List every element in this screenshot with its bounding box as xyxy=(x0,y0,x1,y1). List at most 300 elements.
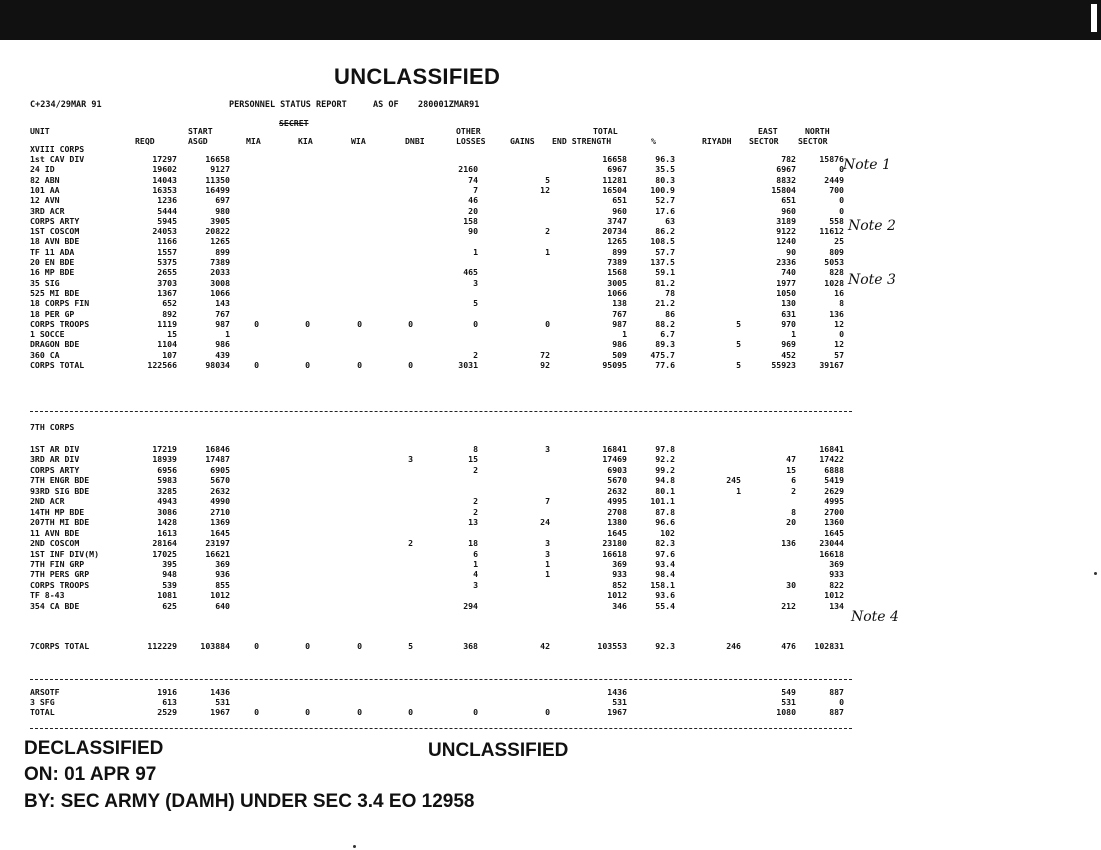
cell-value: 30 xyxy=(786,579,796,590)
unit-name: 1st CAV DIV xyxy=(30,154,85,164)
cell-value: 0 xyxy=(408,707,413,717)
cell-value: 9127 xyxy=(210,164,230,175)
as-of-value: 280001ZMAR91 xyxy=(418,100,480,110)
cell-value: 16846 xyxy=(205,444,230,454)
scan-edge-mark xyxy=(1091,4,1097,32)
cell-value: 987 xyxy=(215,318,230,329)
cell-value: 1 xyxy=(473,246,478,257)
cell-value: 2449 xyxy=(824,174,844,185)
unit-name: 7TH PERS GRP xyxy=(30,569,90,580)
unit-name: 354 CA BDE xyxy=(30,600,80,611)
cell-value: 899 xyxy=(215,246,230,257)
cell-value: 17.6 xyxy=(655,205,675,216)
col-other-bottom: LOSSES xyxy=(456,136,486,146)
unit-name: 7CORPS TOTAL xyxy=(30,641,90,651)
cell-value: 0 xyxy=(254,360,259,370)
table-row xyxy=(30,550,860,560)
cell-value: 3905 xyxy=(210,215,230,226)
cell-value: 0 xyxy=(357,707,362,717)
unit-name: 360 CA xyxy=(30,349,60,360)
cell-value: 15804 xyxy=(771,184,796,195)
table-row xyxy=(30,165,860,175)
cell-value: 55923 xyxy=(771,360,796,370)
cell-value: 1012 xyxy=(210,590,230,601)
col-gains: GAINS xyxy=(510,136,535,146)
table-row xyxy=(30,476,860,486)
cell-value: 0 xyxy=(305,318,310,329)
cell-value: 782 xyxy=(781,154,796,164)
cell-value: 1012 xyxy=(824,590,844,601)
cell-value: 17422 xyxy=(819,454,844,465)
cell-value: 986 xyxy=(612,339,627,350)
col-east-bottom: SECTOR xyxy=(749,136,779,146)
cell-value: 3703 xyxy=(157,277,177,288)
cell-value: 136 xyxy=(829,308,844,319)
cell-value: 8832 xyxy=(776,174,796,185)
cell-value: 697 xyxy=(215,195,230,206)
unit-name: 14TH MP BDE xyxy=(30,506,85,517)
cell-value: 6 xyxy=(473,548,478,559)
cell-value: 395 xyxy=(162,558,177,569)
cell-value: 92 xyxy=(540,360,550,370)
cell-value: 46 xyxy=(468,195,478,206)
cell-value: 15 xyxy=(468,454,478,465)
cell-value: 55.4 xyxy=(655,600,675,611)
unit-name: 3RD AR DIV xyxy=(30,454,80,465)
declassified-date: ON: 01 APR 97 xyxy=(24,764,157,785)
cell-value: 0 xyxy=(408,318,413,329)
cell-value: 1236 xyxy=(157,195,177,206)
cell-value: 15876 xyxy=(819,154,844,164)
cell-value: 23180 xyxy=(602,538,627,549)
cell-value: 936 xyxy=(215,569,230,580)
table-row xyxy=(30,340,860,350)
cell-value: 1380 xyxy=(607,517,627,528)
cell-value: 9122 xyxy=(776,226,796,237)
cell-value: 246 xyxy=(726,641,741,651)
cell-value: 63 xyxy=(665,215,675,226)
cell-value: 17297 xyxy=(152,154,177,164)
cell-value: 2708 xyxy=(607,506,627,517)
unit-name: 18 PER GP xyxy=(30,308,75,319)
cell-value: 99.2 xyxy=(655,464,675,475)
section-title: 7TH CORPS xyxy=(30,422,75,432)
table-row xyxy=(30,698,860,708)
cell-value: 16621 xyxy=(205,548,230,559)
unit-name: 7TH ENGR BDE xyxy=(30,475,90,486)
table-row xyxy=(30,529,860,539)
cell-value: 12 xyxy=(540,184,550,195)
table-row xyxy=(30,289,860,299)
section-divider xyxy=(30,411,852,412)
table-row xyxy=(30,227,860,237)
table-row-total xyxy=(30,642,860,652)
cell-value: 1977 xyxy=(776,277,796,288)
cell-value: 12 xyxy=(834,339,844,350)
cell-value: 1568 xyxy=(607,267,627,278)
cell-value: 1 xyxy=(545,569,550,580)
cell-value: 78 xyxy=(665,287,675,298)
cell-value: 1557 xyxy=(157,246,177,257)
cell-value: 98034 xyxy=(205,360,230,370)
unit-name: 1ST COSCOM xyxy=(30,226,80,237)
cell-value: 13 xyxy=(468,517,478,528)
cell-value: 5 xyxy=(545,174,550,185)
cell-value: 7389 xyxy=(210,257,230,267)
cell-value: 15 xyxy=(786,464,796,475)
classification-banner-top: UNCLASSIFIED xyxy=(334,64,501,89)
cell-value: 933 xyxy=(829,569,844,580)
cell-value: 2 xyxy=(408,538,413,549)
cell-value: 439 xyxy=(215,349,230,360)
cell-value: 1119 xyxy=(157,318,177,329)
handwritten-note-4: Note 4 xyxy=(851,609,899,625)
unit-name: 16 MP BDE xyxy=(30,267,75,278)
cell-value: 1012 xyxy=(607,590,627,601)
table-row xyxy=(30,688,860,698)
cell-value: 3008 xyxy=(210,277,230,288)
cell-value: 2710 xyxy=(210,506,230,517)
cell-value: 767 xyxy=(612,308,627,319)
cell-value: 1967 xyxy=(210,707,230,717)
cell-value: 0 xyxy=(839,195,844,206)
cell-value: 20 xyxy=(468,205,478,216)
cell-value: 2 xyxy=(791,485,796,496)
cell-value: 476 xyxy=(781,641,796,651)
table-row xyxy=(30,258,860,268)
cell-value: 7 xyxy=(473,184,478,195)
cell-value: 20734 xyxy=(602,226,627,237)
section-header-7th-corps xyxy=(30,423,860,433)
cell-value: 96.3 xyxy=(655,154,675,164)
col-wia: WIA xyxy=(351,136,366,146)
cell-value: 539 xyxy=(162,579,177,590)
cell-value: 368 xyxy=(463,641,478,651)
unit-name: CORPS ARTY xyxy=(30,464,80,475)
table-row xyxy=(30,299,860,309)
cell-value: 1081 xyxy=(157,590,177,601)
cell-value: 6.7 xyxy=(660,329,675,340)
cell-value: 1066 xyxy=(607,287,627,298)
unit-name: CORPS TOTAL xyxy=(30,360,85,370)
as-of-label: AS OF xyxy=(373,100,399,110)
cell-value: 17487 xyxy=(205,454,230,465)
cell-value: 158.1 xyxy=(650,579,675,590)
cell-value: 1240 xyxy=(776,236,796,247)
cell-value: 143 xyxy=(215,298,230,309)
table-row xyxy=(30,268,860,278)
declassified-authority: BY: SEC ARMY (DAMH) UNDER SEC 3.4 EO 12958 xyxy=(24,791,475,812)
cell-value: 42 xyxy=(540,641,550,651)
unit-name: 11 AVN BDE xyxy=(30,527,80,538)
cell-value: 20822 xyxy=(205,226,230,237)
cell-value: 5 xyxy=(736,318,741,329)
cell-value: 16658 xyxy=(205,154,230,164)
cell-value: 3 xyxy=(473,579,478,590)
table-row xyxy=(30,217,860,227)
cell-value: 88.2 xyxy=(655,318,675,329)
table-row xyxy=(30,708,860,718)
cell-value: 3 xyxy=(408,454,413,465)
cell-value: 112229 xyxy=(147,641,177,651)
cell-value: 0 xyxy=(473,318,478,329)
cell-value: 57 xyxy=(834,349,844,360)
cell-value: 558 xyxy=(829,215,844,226)
cell-value: 1645 xyxy=(824,527,844,538)
cell-value: 933 xyxy=(612,569,627,580)
cell-value: 96.6 xyxy=(655,517,675,528)
cell-value: 613 xyxy=(162,697,177,707)
scan-top-border xyxy=(0,0,1101,40)
section-title: XVIII CORPS xyxy=(30,144,85,154)
cell-value: 0 xyxy=(545,318,550,329)
table-row xyxy=(30,539,860,549)
cell-value: 2700 xyxy=(824,506,844,517)
table-row xyxy=(30,176,860,186)
cell-value: 4 xyxy=(473,569,478,580)
cell-value: 1645 xyxy=(607,527,627,538)
unit-name: 93RD SIG BDE xyxy=(30,485,90,496)
cell-value: 103884 xyxy=(200,641,230,651)
cell-value: 1166 xyxy=(157,236,177,247)
cell-value: 0 xyxy=(254,318,259,329)
cell-value: 16841 xyxy=(819,444,844,454)
cell-value: 2336 xyxy=(776,257,796,267)
cell-value: 3005 xyxy=(607,277,627,288)
cell-value: 16504 xyxy=(602,184,627,195)
cell-value: 138 xyxy=(612,298,627,309)
cell-value: 86.2 xyxy=(655,226,675,237)
cell-value: 1613 xyxy=(157,527,177,538)
cell-value: 72 xyxy=(540,349,550,360)
cell-value: 16353 xyxy=(152,184,177,195)
cell-value: 652 xyxy=(162,298,177,309)
cell-value: 1 xyxy=(545,558,550,569)
cell-value: 0 xyxy=(357,318,362,329)
cell-value: 2629 xyxy=(824,485,844,496)
col-dnbi: DNBI xyxy=(405,136,425,146)
cell-value: 39167 xyxy=(819,360,844,370)
unit-name: CORPS ARTY xyxy=(30,215,80,226)
cell-value: 4995 xyxy=(824,496,844,507)
cell-value: 809 xyxy=(829,246,844,257)
cell-value: 1080 xyxy=(776,707,796,717)
cell-value: 852 xyxy=(612,579,627,590)
cell-value: 509 xyxy=(612,349,627,360)
unit-name: 2ND ACR xyxy=(30,496,65,507)
cell-value: 855 xyxy=(215,579,230,590)
unit-name: 82 ABN xyxy=(30,174,60,185)
cell-value: 5945 xyxy=(157,215,177,226)
cell-value: 16658 xyxy=(602,154,627,164)
cell-value: 899 xyxy=(612,246,627,257)
table-row xyxy=(30,330,860,340)
scan-speck xyxy=(1094,572,1097,575)
cell-value: 136 xyxy=(781,538,796,549)
cell-value: 6956 xyxy=(157,464,177,475)
cell-value: 0 xyxy=(254,707,259,717)
cell-value: 93.4 xyxy=(655,558,675,569)
cell-value: 5053 xyxy=(824,257,844,267)
struck-classification-marking: SECRET xyxy=(279,118,309,128)
unit-name: 101 AA xyxy=(30,184,60,195)
table-row xyxy=(30,570,860,580)
table-row xyxy=(30,207,860,217)
cell-value: 948 xyxy=(162,569,177,580)
cell-value: 0 xyxy=(839,329,844,340)
cell-value: 14043 xyxy=(152,174,177,185)
cell-value: 4995 xyxy=(607,496,627,507)
cell-value: 5 xyxy=(736,339,741,350)
table-row xyxy=(30,455,860,465)
cell-value: 17219 xyxy=(152,444,177,454)
col-north-top: NORTH xyxy=(805,126,830,136)
col-east-top: EAST xyxy=(758,126,778,136)
cell-value: 5983 xyxy=(157,475,177,486)
table-row xyxy=(30,248,860,258)
cell-value: 3 xyxy=(545,538,550,549)
col-total-top: TOTAL xyxy=(593,126,618,136)
table-row xyxy=(30,320,860,330)
cell-value: 16618 xyxy=(602,548,627,559)
cell-value: 625 xyxy=(162,600,177,611)
cell-value: 24053 xyxy=(152,226,177,237)
cell-value: 6888 xyxy=(824,464,844,475)
cell-value: 6967 xyxy=(776,164,796,175)
cell-value: 5 xyxy=(473,298,478,309)
cell-value: 0 xyxy=(305,360,310,370)
cell-value: 3747 xyxy=(607,215,627,226)
cell-value: 1428 xyxy=(157,517,177,528)
section-divider xyxy=(30,679,852,680)
unit-name: CORPS TROOPS xyxy=(30,318,90,329)
cell-value: 89.3 xyxy=(655,339,675,350)
cell-value: 2 xyxy=(473,506,478,517)
cell-value: 3 xyxy=(545,548,550,559)
handwritten-note-2: Note 2 xyxy=(848,218,896,234)
col-kia: KIA xyxy=(298,136,313,146)
col-start-bottom: ASGD xyxy=(188,136,208,146)
cell-value: 6903 xyxy=(607,464,627,475)
cell-value: 294 xyxy=(463,600,478,611)
table-row xyxy=(30,560,860,570)
col-total-bottom: END STRENGTH xyxy=(552,136,612,146)
table-row xyxy=(30,497,860,507)
cell-value: 1436 xyxy=(210,687,230,697)
cell-value: 0 xyxy=(839,205,844,216)
cell-value: 346 xyxy=(612,600,627,611)
cell-value: 5 xyxy=(736,360,741,370)
document-id: C+234/29MAR 91 xyxy=(30,100,102,110)
cell-value: 122566 xyxy=(147,360,177,370)
cell-value: 97.6 xyxy=(655,548,675,559)
cell-value: 1916 xyxy=(157,687,177,697)
scan-speck xyxy=(353,845,356,848)
cell-value: 102 xyxy=(660,527,675,538)
cell-value: 369 xyxy=(612,558,627,569)
cell-value: 1436 xyxy=(607,687,627,697)
cell-value: 5375 xyxy=(157,257,177,267)
cell-value: 969 xyxy=(781,339,796,350)
table-row xyxy=(30,351,860,361)
unit-name: TF 8-43 xyxy=(30,590,65,601)
cell-value: 2632 xyxy=(210,485,230,496)
cell-value: 887 xyxy=(829,707,844,717)
unit-name: DRAGON BDE xyxy=(30,339,80,350)
unit-name: 1ST AR DIV xyxy=(30,444,80,454)
cell-value: 986 xyxy=(215,339,230,350)
report-title: PERSONNEL STATUS REPORT xyxy=(229,100,347,110)
unit-name: ARSOTF xyxy=(30,687,60,697)
cell-value: 24 xyxy=(540,517,550,528)
cell-value: 107 xyxy=(162,349,177,360)
cell-value: 59.1 xyxy=(655,267,675,278)
cell-value: 212 xyxy=(781,600,796,611)
cell-value: 130 xyxy=(781,298,796,309)
cell-value: 7389 xyxy=(607,257,627,267)
cell-value: 98.4 xyxy=(655,569,675,580)
cell-value: 531 xyxy=(781,697,796,707)
cell-value: 465 xyxy=(463,267,478,278)
cell-value: 80.3 xyxy=(655,174,675,185)
cell-value: 980 xyxy=(215,205,230,216)
unit-name: 1 SOCCE xyxy=(30,329,65,340)
cell-value: 245 xyxy=(726,475,741,486)
unit-name: CORPS TROOPS xyxy=(30,579,90,590)
cell-value: 1369 xyxy=(210,517,230,528)
table-row xyxy=(30,466,860,476)
cell-value: 90 xyxy=(468,226,478,237)
cell-value: 18939 xyxy=(152,454,177,465)
cell-value: 82.3 xyxy=(655,538,675,549)
unit-name: 3RD ACR xyxy=(30,205,65,216)
cell-value: 2033 xyxy=(210,267,230,278)
cell-value: 137.5 xyxy=(650,257,675,267)
cell-value: 3285 xyxy=(157,485,177,496)
table-row xyxy=(30,361,860,371)
unit-name: TOTAL xyxy=(30,707,55,717)
col-north-bottom: SECTOR xyxy=(798,136,828,146)
cell-value: 28164 xyxy=(152,538,177,549)
classification-banner-bottom: UNCLASSIFIED xyxy=(428,740,569,761)
cell-value: 25 xyxy=(834,236,844,247)
cell-value: 0 xyxy=(839,164,844,175)
cell-value: 4990 xyxy=(210,496,230,507)
cell-value: 0 xyxy=(408,360,413,370)
declassified-label: DECLASSIFIED xyxy=(24,738,164,759)
cell-value: 12 xyxy=(834,318,844,329)
cell-value: 19602 xyxy=(152,164,177,175)
cell-value: 8 xyxy=(473,444,478,454)
cell-value: 3031 xyxy=(458,360,478,370)
cell-value: 5 xyxy=(408,641,413,651)
cell-value: 960 xyxy=(612,205,627,216)
cell-value: 1 xyxy=(545,246,550,257)
cell-value: 16618 xyxy=(819,548,844,559)
cell-value: 16 xyxy=(834,287,844,298)
cell-value: 2 xyxy=(473,496,478,507)
cell-value: 640 xyxy=(215,600,230,611)
cell-value: 531 xyxy=(215,697,230,707)
cell-value: 0 xyxy=(357,641,362,651)
cell-value: 2 xyxy=(473,349,478,360)
unit-name: 35 SIG xyxy=(30,277,60,288)
cell-value: 369 xyxy=(829,558,844,569)
cell-value: 1645 xyxy=(210,527,230,538)
cell-value: 16499 xyxy=(205,184,230,195)
handwritten-note-1: Note 1 xyxy=(843,157,891,173)
cell-value: 631 xyxy=(781,308,796,319)
